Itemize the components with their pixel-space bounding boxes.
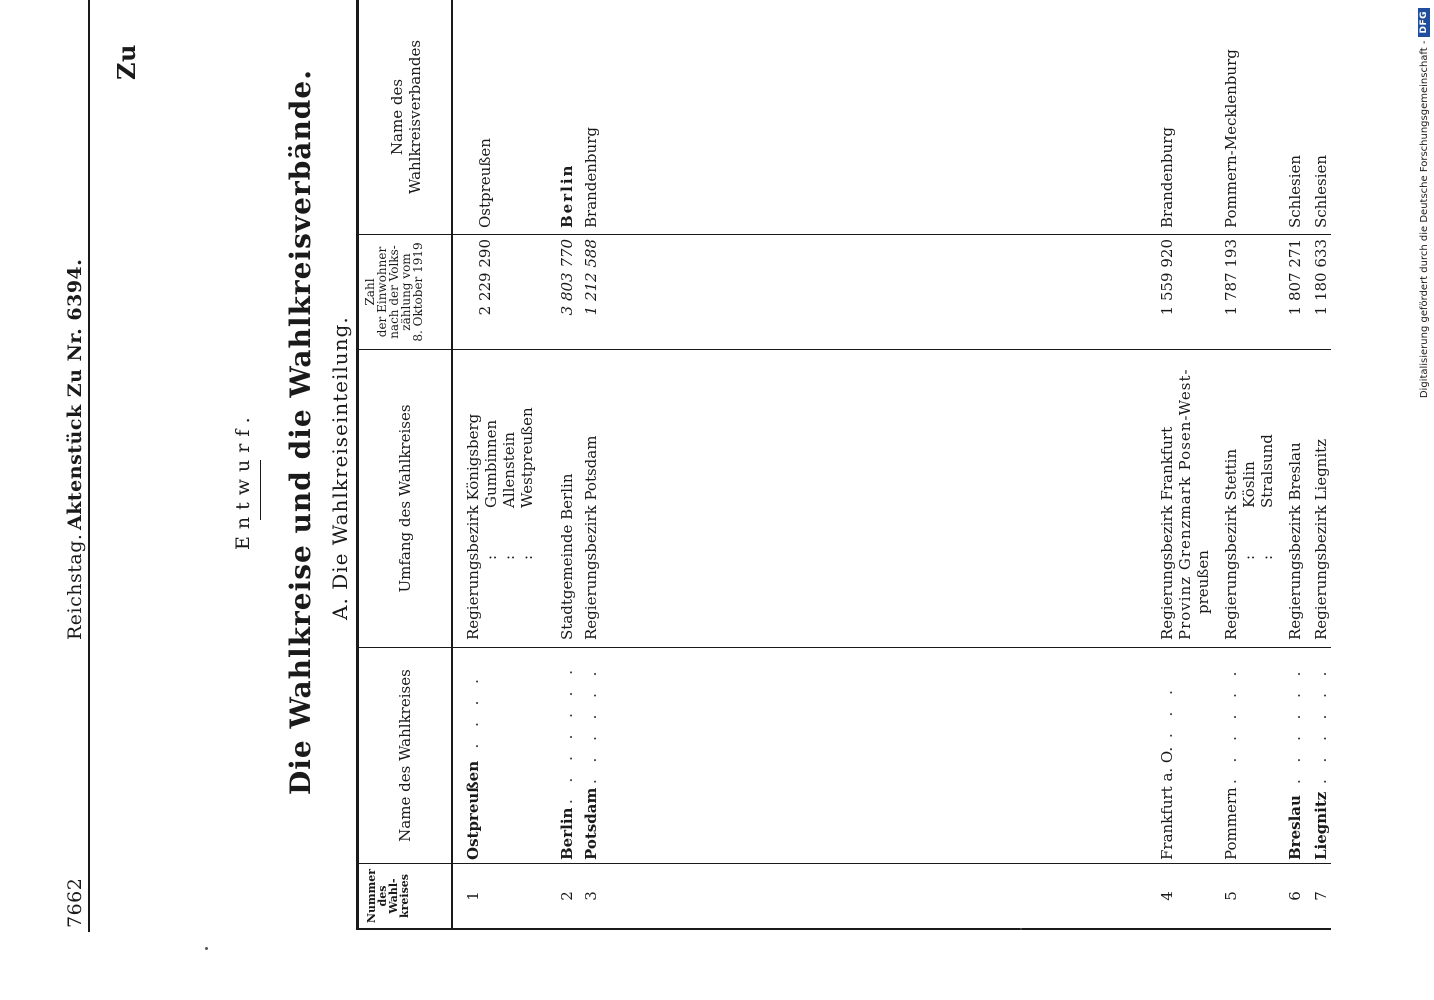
row-5-ditto-2: : [1258,554,1276,560]
row-1-extent-2: Gumbinnen [482,419,500,508]
row-1-name: Ostpreußen [464,760,482,860]
row-1-ditto-3: : [518,554,536,560]
row-5-extent-3: Stralsund [1258,434,1276,508]
row-1-extent-4: Westpreußen [518,407,536,508]
row-6-name: Breslau [1286,795,1304,860]
row-4-dots: . . . [1158,684,1176,738]
row-7-extent-1: Regierungsbezirk Liegnitz [1312,438,1330,640]
row-3-association: Brandenburg [582,127,600,228]
row-4-extent-2: Provinz Grenzmark Posen-West- [1176,368,1194,640]
col-divider-2 [356,647,1331,648]
row-2-dots: . . . . . . . [558,664,576,804]
row-6-number: 6 [1286,891,1304,901]
row-5-number: 5 [1222,891,1240,901]
row-5-population: 1 787 193 [1222,239,1240,316]
col-header-number: Nummer des Wahl- kreises [365,868,411,924]
scan-speck [205,947,208,950]
row-2-population: 3 803 770 [558,239,576,316]
table-bottom-edge [356,928,1331,930]
row-1-ditto-2: : [500,554,518,560]
row-1-ditto-1: : [482,554,500,560]
row-3-population: 1 212 588 [582,239,600,316]
table-header-rule [451,0,453,930]
row-7-association: Schlesien [1312,154,1330,228]
row-4-number: 4 [1158,891,1176,901]
col-header-population: Zahl der Einwohner nach der Volks- zählung vom 8. Oktober 1919 [363,242,425,342]
dfg-logo: DFG [1418,8,1430,37]
row-2-extent-1: Stadtgemeinde Berlin [558,473,576,640]
page-number: 7662 [64,877,86,928]
header-center: Aktenstück Zu Nr. 6394. [64,258,86,530]
row-5-extent-2: Köslin [1240,461,1258,508]
row-5-ditto-1: : [1240,554,1258,560]
row-4-extent-1: Regierungsbezirk Frankfurt [1158,426,1176,640]
row-6-association: Schlesien [1286,154,1304,228]
col-divider-3 [356,349,1331,350]
row-2-number: 2 [558,891,576,901]
row-2-name: Berlin [558,807,576,860]
row-5-dots: . . . . . . [1222,665,1240,784]
row-6-population: 1 807 271 [1286,239,1304,316]
row-4-extent-3: preußen [1194,550,1212,614]
header-left: Reichstag. [64,533,86,640]
row-5-name: Pommern [1222,787,1240,860]
col-divider-4 [356,234,1331,235]
row-4-name: Frankfurt a. O. [1158,746,1176,860]
row-7-dots: . . . . . . [1312,665,1330,784]
section-heading: A. Die Wahlkreiseinteilung. [328,316,352,620]
header-rule [88,0,90,932]
col-header-association: Name des Wahlkreisverbandes [388,39,424,195]
row-4-population: 1 559 920 [1158,239,1176,316]
col-header-name: Name des Wahlkreises [396,669,414,842]
row-1-association: Ostpreußen [476,138,494,228]
header-right: Zu [112,44,141,80]
draft-underline [260,460,261,520]
draft-label: Entwurf. [232,410,254,550]
row-3-extent-1: Regierungsbezirk Potsdam [582,435,600,640]
row-7-population: 1 180 633 [1312,239,1330,316]
row-2-association: Berlin [558,163,576,228]
row-7-name: Liegnitz [1312,791,1330,860]
row-1-extent-1: Regierungsbezirk Königsberg [464,413,482,640]
row-3-name: Potsdam [582,787,600,860]
row-3-dots: . . . . . . [582,665,600,784]
row-6-extent-1: Regierungsbezirk Breslau [1286,442,1304,640]
main-title: Die Wahlkreise und die Wahlkreisverbände. [284,69,317,795]
dfg-note [1414,8,1434,398]
row-6-dots: . . . . . . [1286,665,1304,784]
col-header-extent: Umfang des Wahlkreises [396,404,414,593]
row-4-association: Brandenburg [1158,127,1176,228]
row-1-dots: . . . . . [464,673,482,770]
col-divider-1 [356,863,1331,864]
row-1-extent-3: Allenstein [500,431,518,508]
table-top-rule [356,0,359,930]
row-1-population: 2 229 290 [476,239,494,316]
row-5-association: Pommern-Mecklenburg [1222,49,1240,228]
scan-speck [1020,928,1022,930]
row-1-number: 1 [464,891,482,901]
dfg-note-text: Digitalisierung gefördert durch die Deutsche Forschungsgemeinschaft - [1418,40,1430,399]
row-3-number: 3 [582,891,600,901]
row-7-number: 7 [1312,891,1330,901]
row-5-extent-1: Regierungsbezirk Stettin [1222,448,1240,640]
